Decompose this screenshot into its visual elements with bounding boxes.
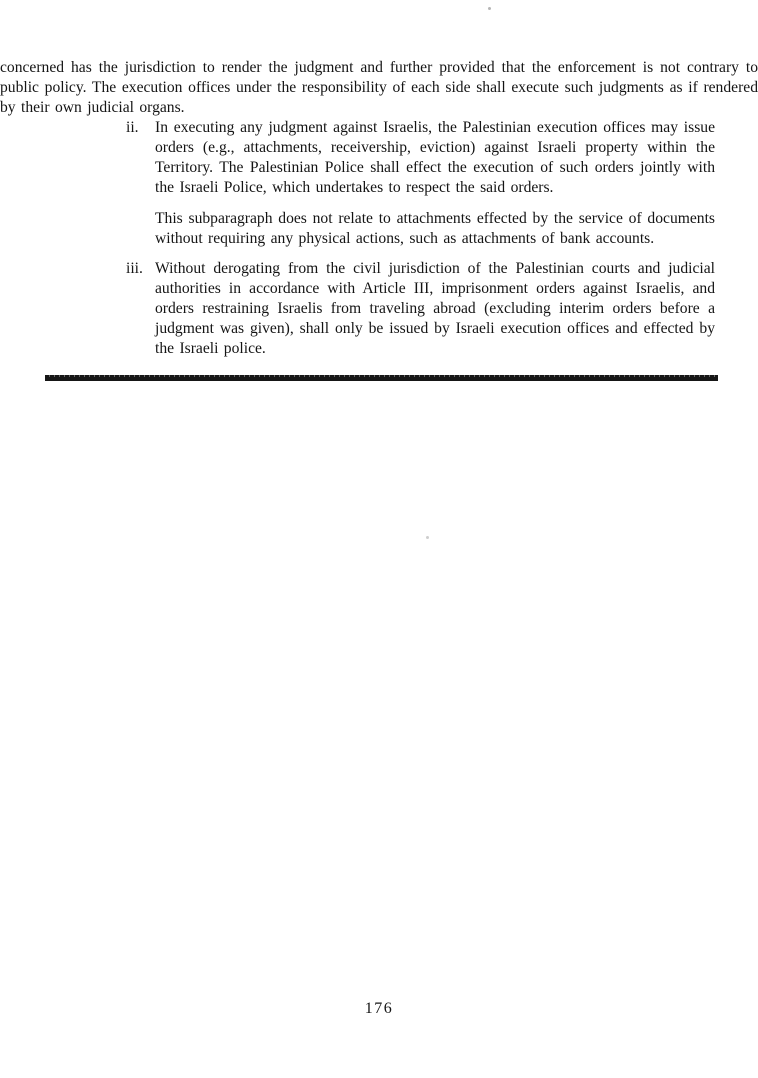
list-item-paragraph: In executing any judgment against Israelis, the Palestinian execution offices may issue orders (e.g., attachments, receivership, eviction) against Israeli property within the Territory. The Palestinian Police shall effect the execution of such orders jointly with the Israeli Police, which undertakes to respect the said orders. (155, 119, 715, 196)
horizontal-rule (45, 375, 718, 381)
body-text (0, 58, 758, 381)
paragraph-continuation: concerned has the jurisdiction to render the judgment and further provided that the enforcement is not contrary to public policy. The execution offices under the responsibility of each side shall execute such judgments as if rendered by their own judicial organs. (0, 59, 758, 116)
list-marker-ii: ii. (126, 119, 139, 136)
scan-artifact (488, 7, 491, 10)
list-item-ii (126, 118, 715, 249)
list-item-text (155, 259, 715, 359)
list-marker-iii: iii. (126, 260, 143, 277)
list-item-subparagraph: This subparagraph does not relate to attachments effected by the service of documents without requiring any physical actions, such as attachments of bank accounts. (155, 210, 715, 247)
scan-artifact (426, 536, 429, 539)
list-item-iii (126, 259, 715, 359)
list-item-paragraph: Without derogating from the civil jurisdiction of the Palestinian courts and judicial authorities in accordance with Article III, imprisonment orders against Israelis, and orders restraining Israelis from traveling abroad (excluding interim orders before a judgment was given), shall only be issued by Israeli execution offices and effected by the Israeli police. (155, 260, 715, 357)
page-number: 176 (364, 1000, 394, 1017)
list-item-text (155, 118, 715, 249)
